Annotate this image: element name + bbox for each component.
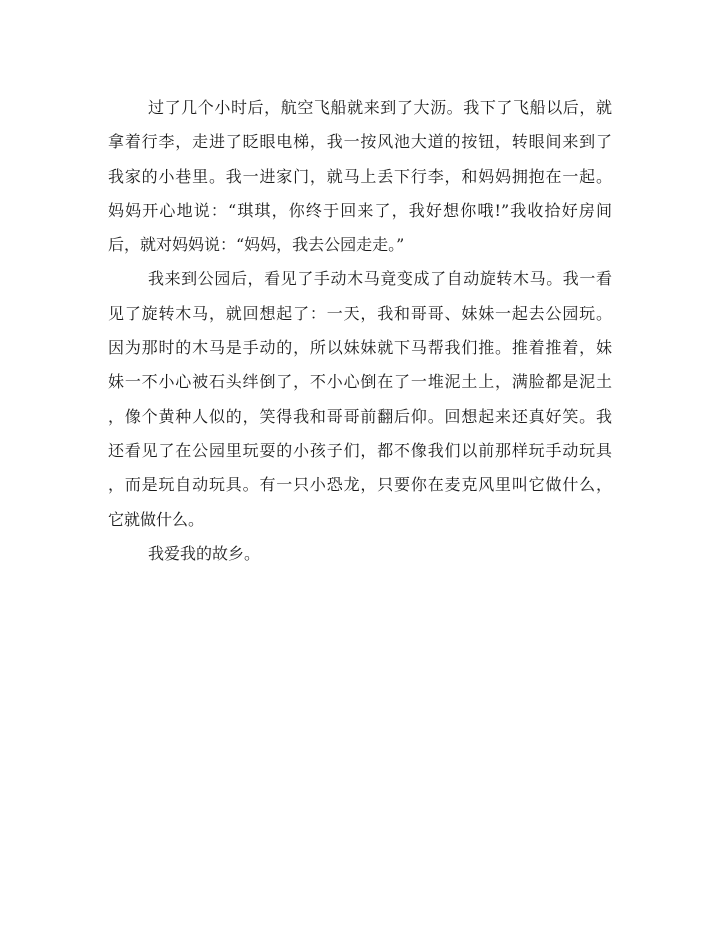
paragraph-2: [108, 262, 612, 536]
paragraph-3: [108, 537, 612, 571]
paragraph-line: 我家的小巷里。我一进家门，就马上丢下行李，和妈妈拥抱在一起。: [108, 166, 612, 186]
paragraph-line: 妹一不小心被石头绊倒了，不小心倒在了一堆泥土上，满脸都是泥土: [108, 372, 612, 392]
paragraph-line: 我爱我的故乡。: [148, 543, 261, 563]
paragraph-line: 我来到公园后，看见了手动木马竟变成了自动旋转木马。我一看: [148, 269, 612, 289]
paragraph-line: 因为那时的木马是手动的，所以妹妹就下马帮我们推。推着推着，妹: [108, 338, 612, 358]
paragraph-line: ，像个黄种人似的，笑得我和哥哥前翻后仰。回想起来还真好笑。我: [108, 406, 612, 426]
paragraph-line: 过了几个小时后，航空飞船就来到了大沥。我下了飞船以后，就: [148, 98, 612, 117]
paragraph-line: 它就做什么。: [108, 509, 205, 529]
paragraph-line: ，而是玩自动玩具。有一只小恐龙，只要你在麦克风里叫它做什么，: [108, 475, 612, 495]
paragraph-line: 后，就对妈妈说：“妈妈，我去公园走走。”: [108, 235, 405, 255]
essay-body: [108, 91, 612, 571]
paragraph-line: 还看见了在公园里玩耍的小孩子们，都不像我们以前那样玩手动玩具: [108, 440, 612, 460]
paragraph-line: 见了旋转木马，就回想起了：一天，我和哥哥、妹妹一起去公园玩。: [108, 303, 612, 323]
paragraph-line: 妈妈开心地说：“琪琪，你终于回来了，我好想你哦!”我收拾好房间: [108, 200, 612, 220]
paragraph-line: 拿着行李，走进了眨眼电梯，我一按风池大道的按钮，转眼间来到了: [108, 132, 612, 152]
paragraph-1: [108, 91, 612, 262]
